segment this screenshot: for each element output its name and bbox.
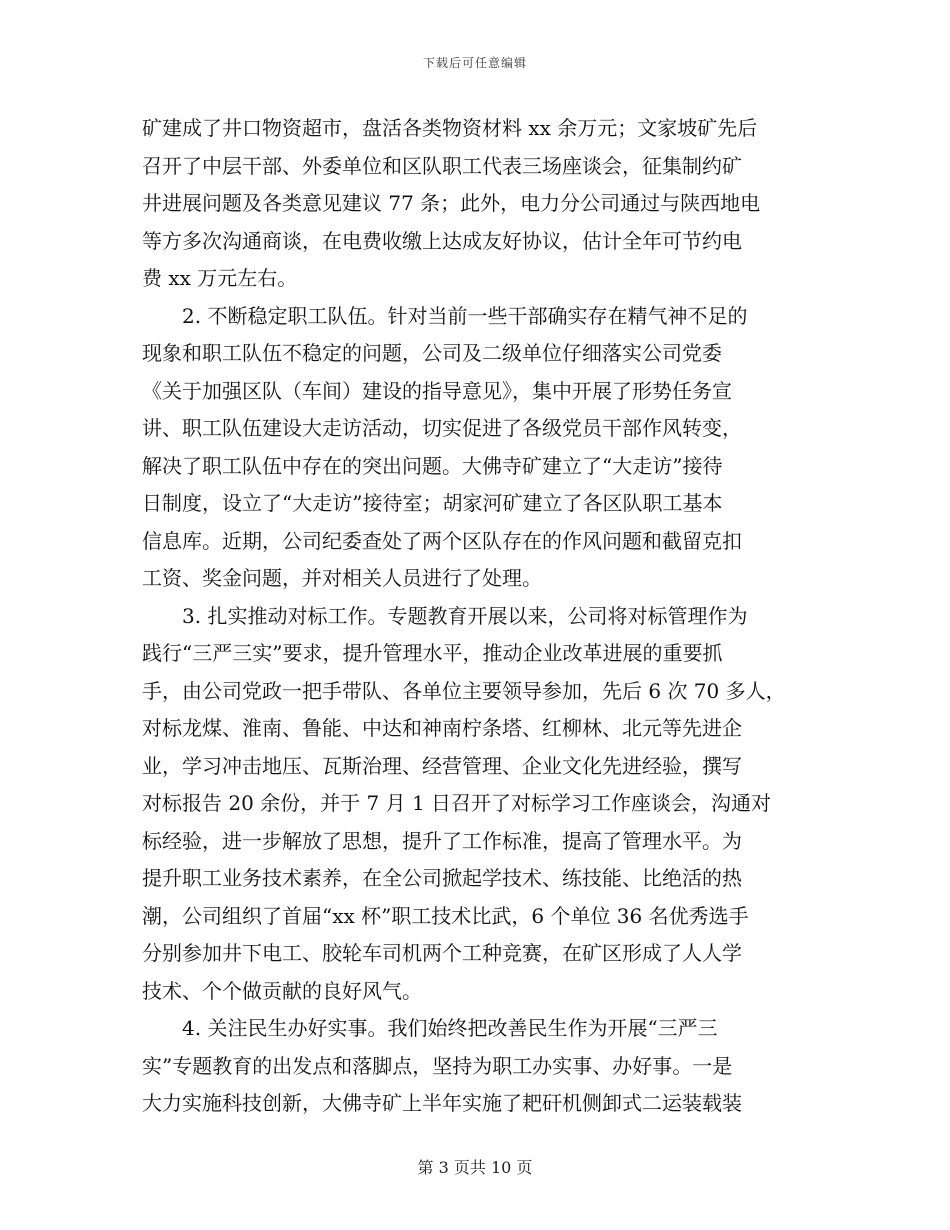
text-line: 矿建成了井口物资超市，盘活各类物资材料 xx 余万元；文家坡矿先后 — [142, 116, 758, 140]
paragraph-2 — [142, 298, 810, 598]
text-line: 手，由公司党政一把手带队、各单位主要领导参加，先后 6 次 70 多人， — [142, 678, 786, 703]
text-line: 对标报告 20 余份，并于 7 月 1 日召开了对标学习工作座谈会，沟通对 — [142, 791, 772, 815]
text-line: 实”专题教育的出发点和落脚点，坚持为职工办实事、办好事。一是 — [142, 1053, 733, 1078]
text-line: 井进展问题及各类意见建议 77 条；此外，电力分公司通过与陕西地电 — [142, 191, 761, 215]
text-line: 提升职工业务技术素养，在全公司掀起学技术、练技能、比绝活的热 — [142, 866, 742, 890]
paragraph-4 — [142, 1010, 810, 1123]
text-line: 践行“三严三实”要求，提升管理水平，推动企业改革进展的重要抓 — [142, 641, 723, 665]
text-line: 3. 扎实推动对标工作。专题教育开展以来，公司将对标管理作为 — [182, 603, 748, 628]
text-line: 工资、奖金问题，并对相关人员进行了处理。 — [142, 566, 542, 590]
text-line: 技术、个个做贡献的良好风气。 — [142, 978, 422, 1003]
text-line: 对标龙煤、淮南、鲁能、中达和神南柠条塔、红柳林、北元等先进企 — [142, 716, 742, 740]
text-line: 分别参加井下电工、胶轮车司机两个工种竞赛，在矿区形成了人人学 — [142, 941, 742, 965]
text-line: 召开了中层干部、外委单位和区队职工代表三场座谈会，征集制约矿 — [142, 153, 742, 178]
text-line: 2. 不断稳定职工队伍。针对当前一些干部确实存在精气神不足的 — [182, 303, 748, 328]
text-line: 标经验，进一步解放了思想，提升了工作标准，提高了管理水平。为 — [142, 828, 742, 853]
text-line: 信息库。近期，公司纪委查处了两个区队存在的作风问题和截留克扣 — [142, 528, 742, 553]
text-line: 《关于加强区队（车间）建设的指导意见》，集中开展了形势任务宣 — [142, 378, 732, 403]
document-body — [142, 110, 810, 1123]
text-line: 业，学习冲击地压、瓦斯治理、经营管理、企业文化先进经验，撰写 — [142, 753, 742, 778]
text-line: 潮，公司组织了首届“xx 杯”职工技术比武，6 个单位 36 名优秀选手 — [142, 903, 749, 928]
text-line: 现象和职工队伍不稳定的问题，公司及二级单位仔细落实公司党委 — [142, 341, 722, 365]
text-line: 等方多次沟通商谈，在电费收缴上达成友好协议，估计全年可节约电 — [142, 228, 742, 253]
page-number: 第 3 页共 10 页 — [417, 1158, 533, 1177]
paragraph-3 — [142, 598, 810, 1011]
text-line: 大力实施科技创新，大佛寺矿上半年实施了耙矸机侧卸式二运装载装 — [142, 1091, 742, 1115]
page-header: 下载后可任意编辑 — [422, 56, 527, 70]
text-line: 解决了职工队伍中存在的突出问题。大佛寺矿建立了“大走访”接待 — [142, 453, 723, 478]
text-line: 4. 关注民生办好实事。我们始终把改善民生作为开展“三严三 — [182, 1016, 718, 1040]
text-line: 日制度，设立了“大走访”接待室；胡家河矿建立了各区队职工基本 — [142, 491, 723, 515]
paragraph-1 — [142, 110, 810, 298]
text-line: 讲、职工队伍建设大走访活动，切实促进了各级党员干部作风转变， — [142, 416, 742, 440]
text-line: 费 xx 万元左右。 — [142, 266, 298, 290]
